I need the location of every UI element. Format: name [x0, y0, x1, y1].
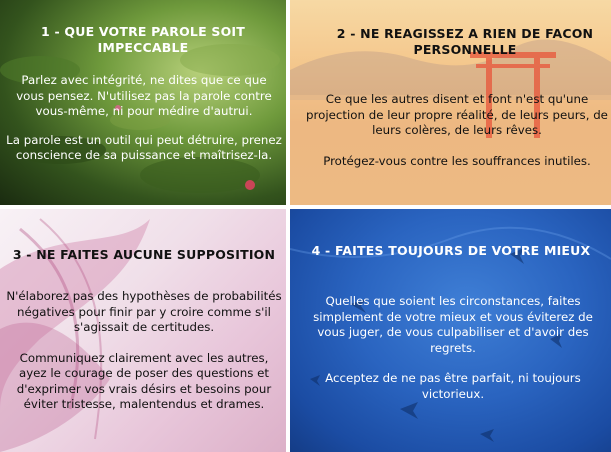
paragraph: La parole est un outil qui peut détruire, prenez conscience de sa puissance et maîtrisez-la. — [6, 132, 282, 162]
paragraph: Communiquez clairement avec les autres, ayez le courage de poser des questions et d'exprimer vos vrais désirs et besoins pour éviter tristesse, malentendus et drames. — [16, 350, 272, 411]
panel-no-assumptions — [0, 209, 286, 452]
panel-text — [6, 73, 282, 164]
panel-do-your-best — [290, 209, 611, 452]
panel-title: 2 - NE REAGISSEZ A RIEN DE FACON PERSONNELLE — [336, 26, 594, 57]
paragraph: Quelles que soient les circonstances, faites simplement de votre mieux et vous éviterez de vous juger, de vous culpabiliser et d'avoir des regrets. — [313, 294, 593, 355]
paragraph: Parlez avec intégrité, ne dites que ce que vous pensez. N'utilisez pas la parole contre vous-même, ni pour médire d'autrui. — [16, 73, 272, 118]
panel-impeccable-word — [0, 0, 286, 205]
paragraph: Ce que les autres disent et font n'est qu'une projection de leur propre réalité, de leurs peurs, de leurs colères, de leurs rêves. — [306, 92, 608, 137]
panel-title: 1 - QUE VOTRE PAROLE SOIT IMPECCABLE — [41, 24, 245, 55]
panel-text — [4, 289, 284, 413]
panel-title: 4 - FAITES TOUJOURS DE VOTRE MIEUX — [311, 243, 591, 258]
paragraph: Acceptez de ne pas être parfait, ni toujours victorieux. — [325, 371, 581, 401]
panel-text — [304, 92, 610, 169]
paragraph: Protégez-vous contre les souffrances inutiles. — [323, 153, 591, 168]
paragraph: N'élaborez pas des hypothèses de probabilités négatives pour finir par y croire comme s'il s'agissait de certitudes. — [6, 289, 282, 334]
panel-nothing-personal — [290, 0, 611, 205]
panel-text — [304, 294, 602, 402]
panel-title: 3 - NE FAITES AUCUNE SUPPOSITION — [12, 247, 276, 262]
